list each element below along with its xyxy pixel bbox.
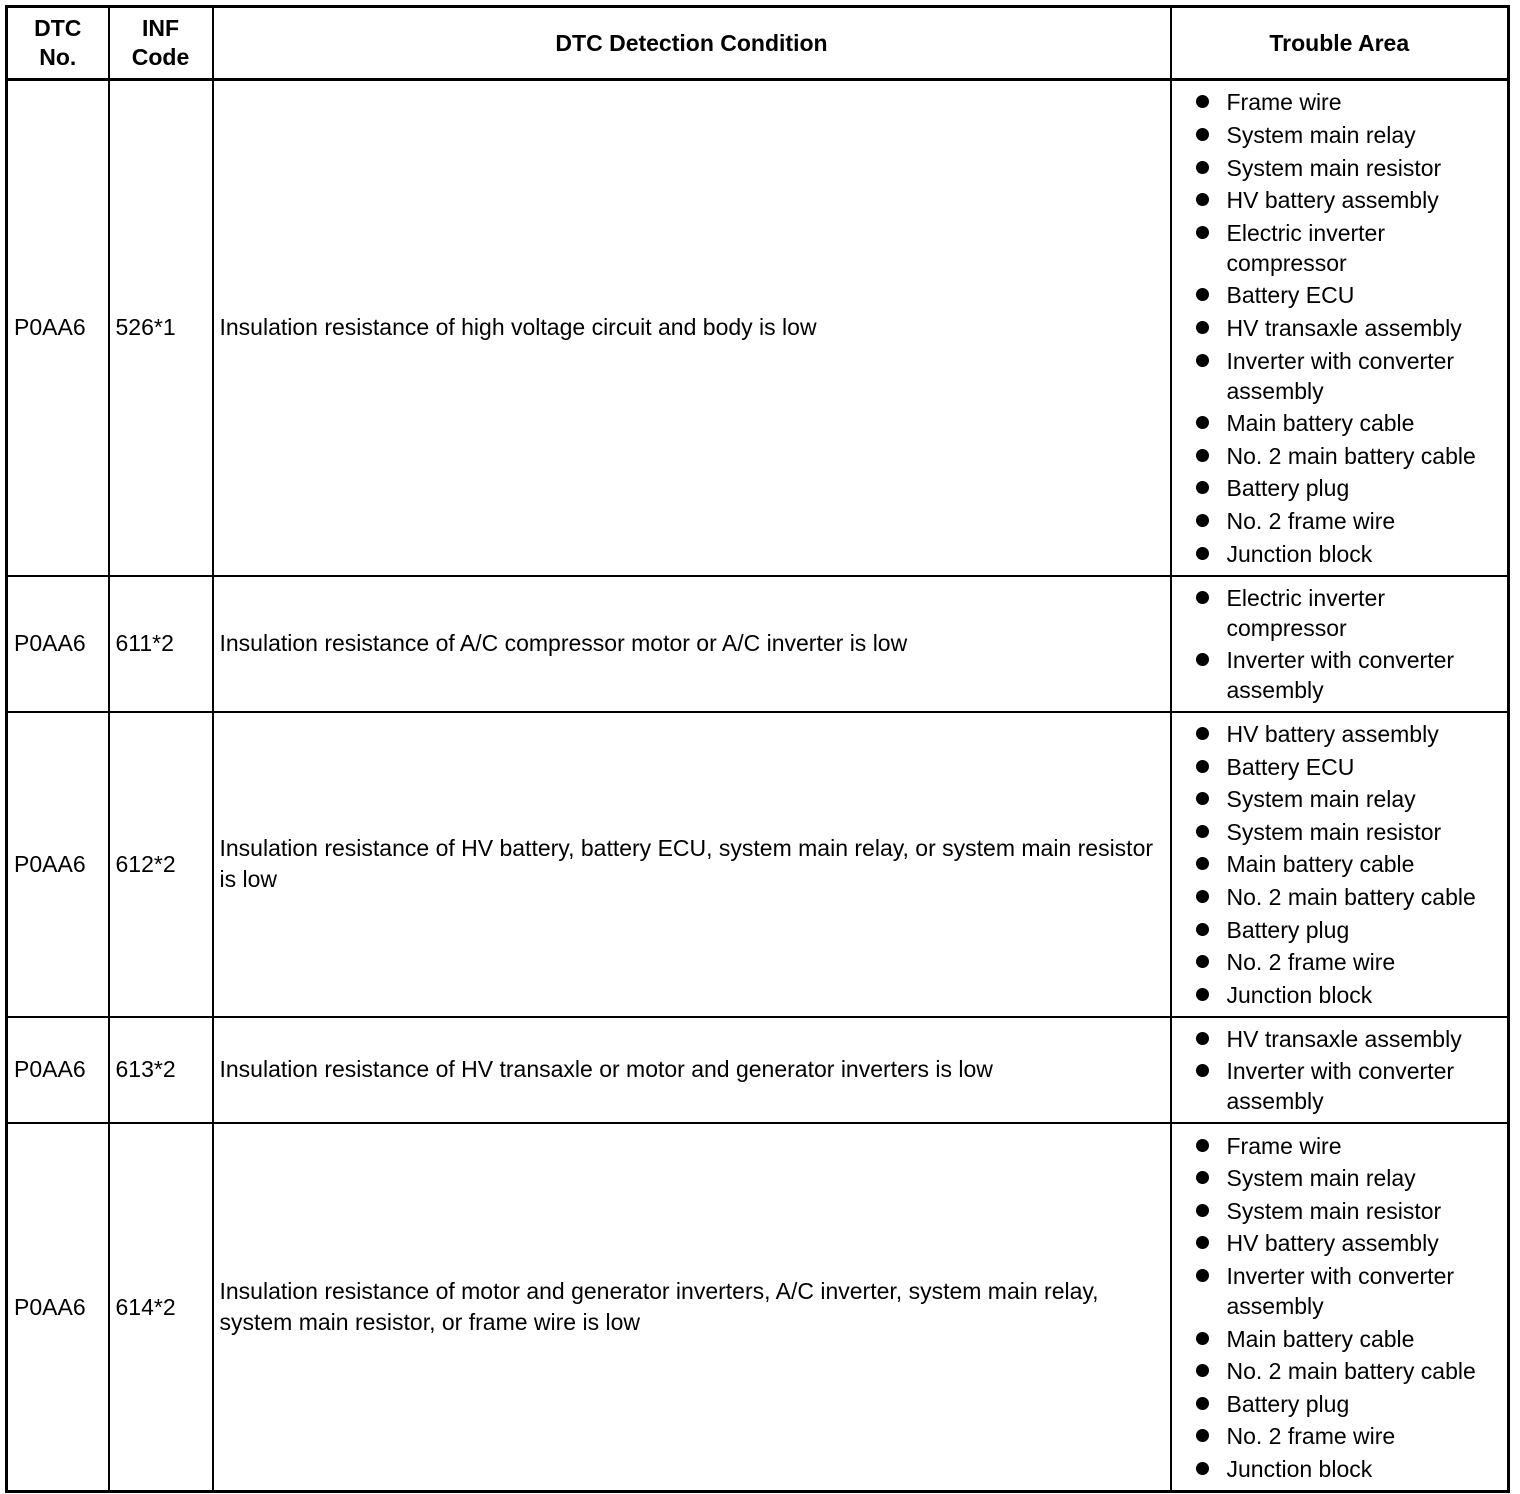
bullet-icon <box>1196 193 1209 206</box>
trouble-area-item <box>1184 441 1508 471</box>
bullet-icon <box>1196 481 1209 494</box>
condition-cell: Insulation resistance of motor and generator inverters, A/C inverter, system main relay, system main resistor, or frame wire is low <box>213 1123 1171 1492</box>
trouble-area-item <box>1184 1356 1508 1386</box>
trouble-area-item <box>1184 313 1508 343</box>
trouble-area-item <box>1184 1261 1508 1321</box>
trouble-area-item <box>1184 1056 1508 1116</box>
bullet-icon <box>1196 825 1209 838</box>
bullet-icon <box>1196 923 1209 936</box>
inf-code-cell: 613*2 <box>109 1017 213 1123</box>
trouble-area-text: System main resistor <box>1226 818 1442 845</box>
trouble-area-item <box>1184 980 1508 1010</box>
trouble-area-item <box>1184 506 1508 536</box>
trouble-area-text: Battery ECU <box>1226 753 1355 780</box>
bullet-icon <box>1196 449 1209 462</box>
trouble-area-text: Electric inverter compressor <box>1226 584 1385 641</box>
bullet-icon <box>1196 792 1209 805</box>
trouble-area-text: Battery plug <box>1226 916 1350 943</box>
trouble-area-item <box>1184 1131 1508 1161</box>
header-condition: DTC Detection Condition <box>213 7 1171 80</box>
trouble-area-list <box>1184 1018 1508 1122</box>
trouble-area-item <box>1184 1389 1508 1419</box>
table-row <box>7 1123 1509 1492</box>
trouble-area-item <box>1184 1421 1508 1451</box>
condition-cell: Insulation resistance of A/C compressor motor or A/C inverter is low <box>213 576 1171 712</box>
table-row <box>7 576 1509 712</box>
inf-code-cell: 526*1 <box>109 80 213 576</box>
bullet-icon <box>1196 1364 1209 1377</box>
trouble-area-item <box>1184 408 1508 438</box>
condition-cell: Insulation resistance of HV transaxle or motor and generator inverters is low <box>213 1017 1171 1123</box>
trouble-area-text: Inverter with converter assembly <box>1226 347 1455 404</box>
trouble-area-item <box>1184 87 1508 117</box>
trouble-area-text: Inverter with converter assembly <box>1226 1263 1455 1320</box>
trouble-area-text: System main relay <box>1226 121 1416 148</box>
bullet-icon <box>1196 1032 1209 1045</box>
trouble-area-item <box>1184 752 1508 782</box>
trouble-area-text: Junction block <box>1226 981 1373 1008</box>
bullet-icon <box>1196 514 1209 527</box>
trouble-area-item <box>1184 817 1508 847</box>
trouble-area-item <box>1184 153 1508 183</box>
bullet-icon <box>1196 988 1209 1001</box>
bullet-icon <box>1196 1236 1209 1249</box>
bullet-icon <box>1196 416 1209 429</box>
trouble-area-text: HV transaxle assembly <box>1226 1025 1462 1052</box>
trouble-area-text: Battery ECU <box>1226 282 1355 309</box>
bullet-icon <box>1196 591 1209 604</box>
trouble-area-item <box>1184 185 1508 215</box>
condition-cell: Insulation resistance of high voltage circuit and body is low <box>213 80 1171 576</box>
dtc-table <box>5 5 1510 1493</box>
bullet-icon <box>1196 857 1209 870</box>
trouble-area-item <box>1184 280 1508 310</box>
dtc-no-cell: P0AA6 <box>7 712 109 1017</box>
header-dtc-no-line-2: No. <box>39 44 77 70</box>
trouble-area-text: No. 2 main battery cable <box>1226 442 1476 469</box>
trouble-area-list <box>1184 81 1508 574</box>
trouble-area-list <box>1184 713 1508 1015</box>
trouble-area-text: No. 2 frame wire <box>1226 507 1396 534</box>
header-dtc-no <box>7 7 109 80</box>
bullet-icon <box>1196 547 1209 560</box>
bullet-icon <box>1196 354 1209 367</box>
trouble-area-text: Main battery cable <box>1226 851 1415 878</box>
trouble-area-text: No. 2 main battery cable <box>1226 1358 1476 1385</box>
trouble-area-text: No. 2 frame wire <box>1226 1423 1396 1450</box>
trouble-area-text: Battery plug <box>1226 475 1350 502</box>
table-row <box>7 80 1509 576</box>
header-trouble-area: Trouble Area <box>1171 7 1509 80</box>
trouble-area-text: Junction block <box>1226 540 1373 567</box>
trouble-area-cell <box>1171 80 1509 576</box>
inf-code-cell: 611*2 <box>109 576 213 712</box>
dtc-no-cell: P0AA6 <box>7 1017 109 1123</box>
condition-cell: Insulation resistance of HV battery, battery ECU, system main relay, or system main resistor is low <box>213 712 1171 1017</box>
trouble-area-text: Junction block <box>1226 1456 1373 1482</box>
bullet-icon <box>1196 653 1209 666</box>
bullet-icon <box>1196 955 1209 968</box>
trouble-area-item <box>1184 784 1508 814</box>
inf-code-cell: 614*2 <box>109 1123 213 1492</box>
trouble-area-text: Inverter with converter assembly <box>1226 1058 1455 1115</box>
bullet-icon <box>1196 1332 1209 1345</box>
trouble-area-text: Main battery cable <box>1226 410 1415 437</box>
bullet-icon <box>1196 128 1209 141</box>
bullet-icon <box>1196 760 1209 773</box>
bullet-icon <box>1196 1429 1209 1442</box>
bullet-icon <box>1196 1204 1209 1217</box>
trouble-area-text: Inverter with converter assembly <box>1226 647 1455 704</box>
trouble-area-list <box>1184 577 1508 711</box>
trouble-area-cell <box>1171 576 1509 712</box>
trouble-area-text: System main resistor <box>1226 1197 1442 1224</box>
trouble-area-item <box>1184 719 1508 749</box>
trouble-area-cell <box>1171 712 1509 1017</box>
inf-code-cell: 612*2 <box>109 712 213 1017</box>
bullet-icon <box>1196 1064 1209 1077</box>
trouble-area-item <box>1184 583 1508 643</box>
header-row <box>7 7 1509 80</box>
trouble-area-item <box>1184 1228 1508 1258</box>
bullet-icon <box>1196 1171 1209 1184</box>
trouble-area-cell <box>1171 1123 1509 1492</box>
trouble-area-text: Main battery cable <box>1226 1325 1415 1352</box>
trouble-area-text: HV battery assembly <box>1226 187 1439 214</box>
trouble-area-list <box>1184 1125 1508 1490</box>
trouble-area-item <box>1184 915 1508 945</box>
bullet-icon <box>1196 1462 1209 1475</box>
trouble-area-item <box>1184 645 1508 705</box>
trouble-area-text: Frame wire <box>1226 1132 1342 1159</box>
trouble-area-item <box>1184 539 1508 569</box>
trouble-area-text: HV transaxle assembly <box>1226 314 1462 341</box>
trouble-area-text: No. 2 main battery cable <box>1226 883 1476 910</box>
bullet-icon <box>1196 1397 1209 1410</box>
table-row <box>7 1017 1509 1123</box>
dtc-no-cell: P0AA6 <box>7 1123 109 1492</box>
trouble-area-item <box>1184 849 1508 879</box>
trouble-area-item <box>1184 947 1508 977</box>
bullet-icon <box>1196 161 1209 174</box>
header-inf-code <box>109 7 213 80</box>
bullet-icon <box>1196 321 1209 334</box>
trouble-area-text: Electric inverter compressor <box>1226 219 1385 276</box>
trouble-area-item <box>1184 882 1508 912</box>
bullet-icon <box>1196 1269 1209 1282</box>
header-inf-code-line-2: Code <box>131 44 190 70</box>
bullet-icon <box>1196 727 1209 740</box>
trouble-area-item <box>1184 346 1508 406</box>
header-inf-code-line-1: INF <box>141 15 180 41</box>
bullet-icon <box>1196 226 1209 239</box>
trouble-area-item <box>1184 120 1508 150</box>
trouble-area-text: HV battery assembly <box>1226 721 1439 748</box>
dtc-no-cell: P0AA6 <box>7 576 109 712</box>
trouble-area-item <box>1184 218 1508 278</box>
table-row <box>7 712 1509 1017</box>
trouble-area-text: Battery plug <box>1226 1390 1350 1417</box>
bullet-icon <box>1196 288 1209 301</box>
trouble-area-text: System main relay <box>1226 1165 1416 1192</box>
trouble-area-item <box>1184 473 1508 503</box>
trouble-area-item <box>1184 1196 1508 1226</box>
trouble-area-text: System main resistor <box>1226 154 1442 181</box>
trouble-area-item <box>1184 1454 1508 1484</box>
trouble-area-text: System main relay <box>1226 786 1416 813</box>
trouble-area-text: No. 2 frame wire <box>1226 949 1396 976</box>
bullet-icon <box>1196 95 1209 108</box>
bullet-icon <box>1196 1139 1209 1152</box>
header-dtc-no-line-1: DTC <box>34 15 82 41</box>
trouble-area-item <box>1184 1324 1508 1354</box>
dtc-no-cell: P0AA6 <box>7 80 109 576</box>
trouble-area-item <box>1184 1024 1508 1054</box>
trouble-area-text: Frame wire <box>1226 89 1342 116</box>
trouble-area-item <box>1184 1163 1508 1193</box>
trouble-area-text: HV battery assembly <box>1226 1230 1439 1257</box>
trouble-area-cell <box>1171 1017 1509 1123</box>
bullet-icon <box>1196 890 1209 903</box>
